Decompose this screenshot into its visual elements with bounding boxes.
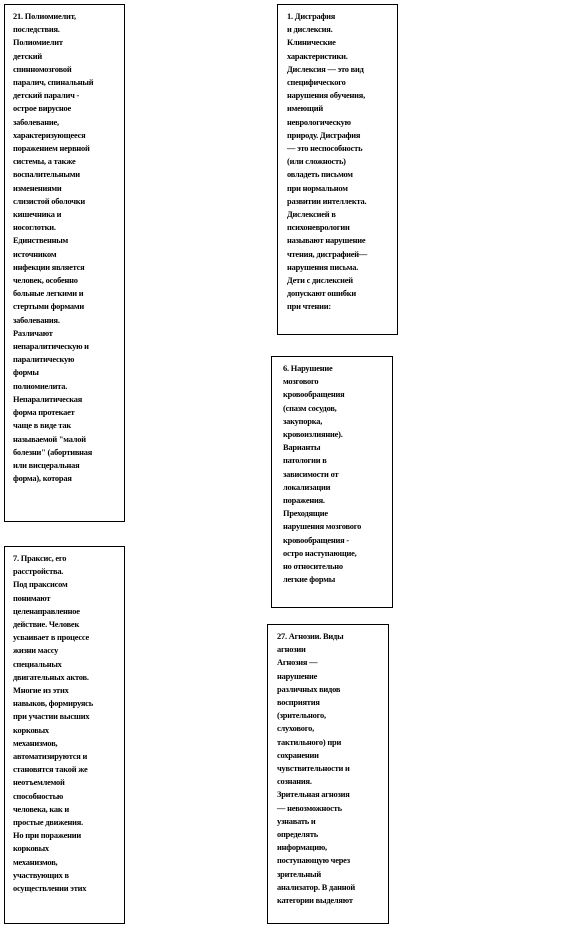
card-poliomyelitis	[4, 4, 125, 522]
text-line: носоглотки.	[13, 223, 56, 233]
text-line: форма), которая	[13, 474, 72, 484]
text-line: паралич, спинальный	[13, 78, 94, 88]
text-line: спинномозговой	[13, 64, 72, 74]
text-line: изменениями	[13, 183, 62, 193]
card-title	[13, 552, 124, 578]
text-line: становятся такой же	[13, 765, 88, 775]
text-line: Многие из этих	[13, 686, 69, 696]
text-line: нарушения письма.	[287, 262, 359, 272]
text-line: Непаралитическая	[13, 394, 83, 404]
text-line: форма протекает	[13, 408, 75, 418]
text-line: определять	[277, 830, 319, 840]
text-line: Единственным	[13, 236, 69, 246]
text-line: легкие формы	[283, 575, 336, 585]
text-line: больные легкими и	[13, 289, 84, 299]
text-line: патологии в	[283, 456, 327, 466]
text-line: — это неспособность	[287, 144, 363, 154]
card-title	[13, 10, 124, 36]
card-body	[287, 63, 397, 314]
text-line: заболевания.	[13, 315, 60, 325]
card-praxis	[4, 546, 125, 924]
text-line: жизни массу	[13, 646, 59, 656]
text-line: поражением нервной	[13, 144, 90, 154]
text-line: целенаправленное	[13, 606, 80, 616]
card-dysgraphia-dyslexia	[277, 4, 398, 335]
text-line: овладеть письмом	[287, 170, 353, 180]
text-line: узнавать и	[277, 816, 316, 826]
text-line: болезни" (абортивная	[13, 447, 93, 457]
text-line: двигательных актов.	[13, 672, 89, 682]
text-line: зрительный	[277, 869, 321, 879]
text-line: 27. Агнозии. Виды	[277, 632, 344, 641]
text-line: Но при поражении	[13, 831, 82, 841]
text-line: или висцеральная	[13, 460, 80, 470]
text-line: корковых	[13, 844, 49, 854]
text-line: кровообращения -	[283, 535, 349, 545]
text-line: характеристики.	[287, 51, 348, 61]
card-title	[287, 10, 397, 63]
text-line: нарушение	[277, 671, 318, 681]
text-line: тактильного) при	[277, 737, 342, 747]
text-line: участвующих в	[13, 870, 69, 880]
text-line: способностью	[13, 791, 64, 801]
text-line: (или сложность)	[287, 157, 346, 167]
text-line: Зрительная агнозия	[277, 790, 350, 800]
text-line: (зрительного,	[277, 711, 326, 721]
text-line: автоматизируются и	[13, 752, 88, 762]
text-line: слизистой оболочки	[13, 196, 86, 206]
text-line: Под праксисом	[13, 580, 68, 590]
text-line: инфекции является	[13, 262, 85, 272]
text-line: 6. Нарушение	[283, 364, 333, 373]
text-line: механизмов,	[13, 857, 58, 867]
text-line: различных видов	[277, 684, 341, 694]
text-line: категории выделяют	[277, 896, 353, 906]
text-line: специфического	[287, 78, 346, 88]
text-line: человека, как и	[13, 804, 70, 814]
text-line: и дислексия.	[287, 25, 333, 35]
text-line: детский	[13, 51, 42, 61]
text-line: источником	[13, 249, 57, 259]
card-body	[13, 578, 124, 895]
text-line: стертыми формами	[13, 302, 85, 312]
text-line: при нормальном	[287, 183, 348, 193]
text-line: неврологическую	[287, 117, 351, 127]
text-line: Различают	[13, 328, 53, 338]
text-line: поражения.	[283, 496, 325, 506]
text-line: (спазм сосудов,	[283, 403, 337, 413]
text-line: кровоизлияние).	[283, 430, 343, 440]
text-line: Варианты	[283, 443, 321, 453]
text-line: остро наступающие,	[283, 548, 357, 558]
text-line: 1. Дисграфия	[287, 12, 336, 21]
text-line: психоневрологии	[287, 223, 350, 233]
text-line: воспалительными	[13, 170, 80, 180]
card-cerebral-circulation	[271, 356, 393, 608]
text-line: 7. Праксис, его	[13, 554, 67, 563]
card-title	[283, 362, 392, 507]
text-line: имеющий	[287, 104, 323, 114]
text-line: человек, особенно	[13, 276, 78, 286]
text-line: чаще в виде так	[13, 421, 72, 431]
text-line: нарушения мозгового	[283, 522, 362, 532]
text-line: информацию,	[277, 843, 327, 853]
text-line: нарушения обучения,	[287, 91, 365, 101]
text-line: природу. Дисграфия	[287, 130, 361, 140]
text-line: закупорка,	[283, 416, 323, 426]
text-line: последствия.	[13, 25, 60, 35]
text-line: паралитическую	[13, 355, 75, 365]
text-line: системы, а также	[13, 157, 76, 167]
text-line: Дети с дислексией	[287, 276, 353, 286]
text-line: сохранении	[277, 750, 319, 760]
text-line: при участии высших	[13, 712, 90, 722]
text-line: Дислексией в	[287, 210, 336, 220]
text-line: развитии интеллекта.	[287, 196, 367, 206]
text-line: расстройства.	[13, 567, 64, 577]
text-line: восприятия	[277, 698, 320, 708]
text-line: анализатор. В данной	[277, 882, 355, 892]
text-line: заболевание,	[13, 117, 59, 127]
text-line: простые движения.	[13, 818, 83, 828]
text-line: острое вирусное	[13, 104, 72, 114]
text-line: зависимости от	[283, 469, 339, 479]
text-line: действие. Человек	[13, 620, 80, 630]
text-line: понимают	[13, 593, 51, 603]
card-title	[277, 630, 388, 656]
text-line: мозгового	[283, 377, 319, 387]
text-line: Преходящие	[283, 509, 328, 519]
text-line: кишечника и	[13, 210, 62, 220]
text-line: 21. Полиомиелит,	[13, 12, 76, 21]
text-line: усваивает в процессе	[13, 633, 90, 643]
text-line: механизмов,	[13, 738, 58, 748]
card-body	[13, 36, 124, 485]
text-line: но относительно	[283, 562, 343, 572]
text-line: навыков, формируясь	[13, 699, 93, 709]
text-line: детский паралич -	[13, 91, 80, 101]
card-agnosia	[267, 624, 389, 924]
text-line: называемой "малой	[13, 434, 86, 444]
text-line: Дислексия — это вид	[287, 64, 364, 74]
text-line: формы	[13, 368, 39, 378]
card-body	[277, 656, 388, 907]
text-line: Агнозия —	[277, 658, 318, 668]
text-line: кровообращения	[283, 390, 345, 400]
text-line: поступающую через	[277, 856, 350, 866]
text-line: неотъемлемой	[13, 778, 65, 788]
text-line: называют нарушение	[287, 236, 366, 246]
text-line: чтения, дисграфией—	[287, 249, 368, 259]
text-line: сознания.	[277, 777, 312, 787]
text-line: чувствительности и	[277, 764, 350, 774]
text-line: агнозии	[277, 645, 306, 655]
text-line: допускают ошибки	[287, 289, 357, 299]
text-line: локализации	[283, 482, 331, 492]
text-line: Клинические	[287, 38, 336, 48]
card-body	[283, 507, 392, 586]
text-line: при чтении:	[287, 302, 332, 312]
text-line: характеризующееся	[13, 130, 86, 140]
text-line: слухового,	[277, 724, 314, 734]
text-line: осуществлении этих	[13, 884, 87, 894]
text-line: полиомиелита.	[13, 381, 68, 391]
text-line: непаралитическую и	[13, 342, 89, 352]
text-line: корковых	[13, 725, 49, 735]
text-line: — невозможность	[277, 803, 342, 813]
text-line: специальных	[13, 659, 62, 669]
text-line: Полиомиелит	[13, 38, 63, 48]
